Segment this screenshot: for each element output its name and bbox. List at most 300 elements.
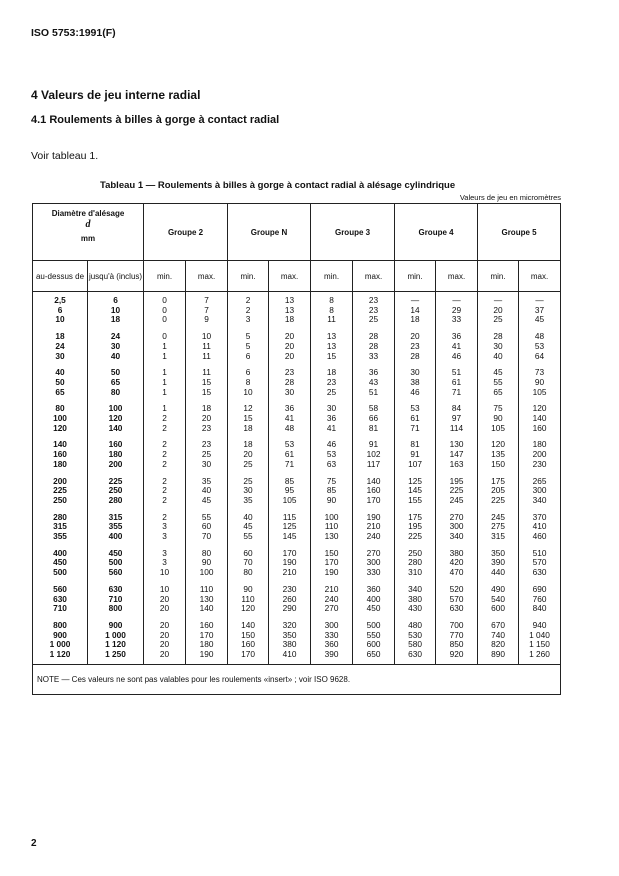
clearance-min-cell: 140: [228, 621, 269, 631]
bore-to-cell: 120: [88, 414, 144, 424]
bore-from-cell: 900: [33, 631, 88, 641]
page-number: 2: [31, 838, 37, 849]
clearance-min-cell: 85: [311, 486, 353, 496]
clearance-max-cell: 630: [519, 568, 561, 585]
clearance-max-cell: 340: [519, 496, 561, 513]
clearance-min-cell: 190: [311, 568, 353, 585]
clearance-max-cell: 520: [436, 585, 478, 595]
clearance-max-cell: 41: [436, 342, 478, 352]
clearance-min-cell: 107: [395, 460, 436, 477]
clearance-min-cell: 6: [228, 352, 269, 369]
clearance-min-cell: 28: [395, 352, 436, 369]
clearance-max-cell: 410: [269, 650, 311, 664]
bore-from-cell: 1 000: [33, 640, 88, 650]
clearance-max-cell: 195: [436, 477, 478, 487]
clearance-max-cell: 300: [519, 486, 561, 496]
bore-to-cell: 710: [88, 595, 144, 605]
clearance-min-cell: 75: [478, 404, 519, 414]
bore-to-cell: 250: [88, 486, 144, 496]
clearance-min-cell: 46: [395, 388, 436, 405]
bore-to-cell: 800: [88, 604, 144, 621]
clearance-min-cell: 250: [395, 549, 436, 559]
diameter-symbol: d: [85, 219, 91, 230]
clearance-max-cell: 37: [519, 306, 561, 316]
clearance-max-cell: 570: [436, 595, 478, 605]
clearance-min-cell: 20: [144, 640, 186, 650]
clearance-max-cell: 20: [269, 342, 311, 352]
clearance-min-cell: 135: [478, 450, 519, 460]
clearance-max-cell: 28: [269, 378, 311, 388]
clearance-min-cell: 30: [228, 486, 269, 496]
bore-to-cell: 140: [88, 424, 144, 441]
clearance-min-cell: 61: [395, 414, 436, 424]
bore-from-cell: 120: [33, 424, 88, 441]
clearance-min-cell: 0: [144, 296, 186, 306]
clearance-max-cell: 550: [353, 631, 395, 641]
clearance-max-cell: 11: [186, 352, 228, 369]
clearance-max-cell: 270: [436, 513, 478, 523]
clearance-max-cell: 510: [519, 549, 561, 559]
clearance-max-cell: 350: [269, 631, 311, 641]
bore-from-cell: 450: [33, 558, 88, 568]
clearance-max-cell: 160: [186, 621, 228, 631]
clearance-min-cell: 3: [144, 522, 186, 532]
clearance-min-cell: 1: [144, 388, 186, 405]
clearance-min-cell: 2: [228, 296, 269, 306]
bore-to-cell: 65: [88, 378, 144, 388]
clearance-max-cell: 53: [269, 440, 311, 450]
bore-to-cell: 18: [88, 315, 144, 332]
clearance-max-cell: 110: [186, 585, 228, 595]
clearance-min-cell: 390: [478, 558, 519, 568]
clearance-min-cell: 20: [228, 450, 269, 460]
clearance-min-cell: 0: [144, 332, 186, 342]
clearance-max-cell: 45: [519, 315, 561, 332]
clearance-max-cell: 125: [269, 522, 311, 532]
clearance-min-cell: 360: [311, 640, 353, 650]
clearance-max-cell: 35: [186, 477, 228, 487]
clearance-max-cell: 81: [353, 424, 395, 441]
clearance-max-cell: 66: [353, 414, 395, 424]
clearance-max-cell: 230: [519, 460, 561, 477]
clearance-min-cell: 170: [228, 650, 269, 664]
bore-from-cell: 355: [33, 532, 88, 549]
clearance-max-cell: 180: [186, 640, 228, 650]
bore-from-cell: 280: [33, 513, 88, 523]
group-header: Groupe 4: [395, 204, 478, 261]
bore-to-cell: 1 000: [88, 631, 144, 641]
clearance-min-cell: 15: [228, 414, 269, 424]
clearance-min-cell: 740: [478, 631, 519, 641]
clearance-min-cell: 20: [144, 621, 186, 631]
clearance-max-cell: 28: [353, 332, 395, 342]
clearance-max-cell: 91: [353, 440, 395, 450]
clearance-max-cell: 1 040: [519, 631, 561, 641]
clearance-max-cell: 60: [186, 522, 228, 532]
clearance-max-cell: 25: [353, 315, 395, 332]
clearance-min-cell: 53: [311, 450, 353, 460]
clearance-min-cell: 90: [311, 496, 353, 513]
clearance-max-cell: 225: [436, 486, 478, 496]
clearance-min-cell: 315: [478, 532, 519, 549]
clearance-min-cell: 240: [311, 595, 353, 605]
clearance-max-cell: 105: [519, 388, 561, 405]
clearance-min-cell: 2: [144, 424, 186, 441]
bore-from-cell: 24: [33, 342, 88, 352]
bore-from-cell: 50: [33, 378, 88, 388]
table-row: [33, 424, 561, 441]
bore-to-cell: 1 120: [88, 640, 144, 650]
clearance-min-cell: 245: [478, 513, 519, 523]
clearance-max-cell: 90: [519, 378, 561, 388]
clearance-min-cell: 1: [144, 352, 186, 369]
clearance-min-cell: 11: [311, 315, 353, 332]
clearance-min-cell: 280: [395, 558, 436, 568]
clearance-min-cell: 390: [311, 650, 353, 664]
clearance-min-cell: 105: [478, 424, 519, 441]
clearance-min-cell: 175: [478, 477, 519, 487]
clearance-max-cell: 55: [186, 513, 228, 523]
clearance-max-cell: 9: [186, 315, 228, 332]
bore-to-cell: 30: [88, 342, 144, 352]
clearance-min-cell: 2: [144, 513, 186, 523]
clearance-max-cell: 470: [436, 568, 478, 585]
clearance-max-cell: 840: [519, 604, 561, 621]
clearance-max-cell: 23: [353, 296, 395, 306]
clearance-min-cell: 25: [311, 388, 353, 405]
clearance-min-cell: 2: [144, 414, 186, 424]
clearance-max-cell: 20: [269, 352, 311, 369]
clearance-min-cell: 6: [228, 368, 269, 378]
clearance-min-cell: 20: [144, 604, 186, 621]
clearance-min-cell: 8: [311, 306, 353, 316]
clearance-min-cell: 120: [228, 604, 269, 621]
bore-to-cell: 24: [88, 332, 144, 342]
clearance-min-cell: 175: [395, 513, 436, 523]
clearance-min-cell: 145: [395, 486, 436, 496]
clearance-min-cell: 25: [478, 315, 519, 332]
clearance-min-cell: 8: [311, 296, 353, 306]
bore-from-cell: 800: [33, 621, 88, 631]
clearance-max-cell: 360: [353, 585, 395, 595]
subsection-title: 4.1 Roulements à billes à gorge à contact radial: [31, 114, 280, 126]
clearance-min-cell: 125: [395, 477, 436, 487]
clearance-max-cell: 23: [186, 424, 228, 441]
clearance-max-cell: 40: [186, 486, 228, 496]
clearance-min-cell: 1: [144, 378, 186, 388]
bore-from-cell: 1 120: [33, 650, 88, 664]
bore-to-cell: 355: [88, 522, 144, 532]
bore-from-cell: 630: [33, 595, 88, 605]
clearance-min-cell: —: [395, 296, 436, 306]
clearance-min-cell: 110: [311, 522, 353, 532]
clearance-min-cell: 90: [478, 414, 519, 424]
clearance-max-cell: 100: [186, 568, 228, 585]
min-header: min.: [311, 261, 353, 292]
clearance-max-cell: 51: [353, 388, 395, 405]
clearance-min-cell: 38: [395, 378, 436, 388]
clearance-min-cell: 91: [395, 450, 436, 460]
clearance-min-cell: 205: [478, 486, 519, 496]
clearance-min-cell: 45: [478, 368, 519, 378]
clearance-min-cell: 63: [311, 460, 353, 477]
clearance-min-cell: 36: [311, 414, 353, 424]
clearance-max-cell: 20: [269, 332, 311, 342]
bore-from-cell: 160: [33, 450, 88, 460]
clearance-max-cell: 190: [186, 650, 228, 664]
clearance-min-cell: 25: [228, 477, 269, 487]
clearance-max-cell: 450: [353, 604, 395, 621]
diameter-unit: mm: [80, 234, 96, 243]
clearance-max-cell: 190: [353, 513, 395, 523]
bore-to-cell: 50: [88, 368, 144, 378]
clearance-max-cell: 85: [269, 477, 311, 487]
bore-to-cell: 560: [88, 568, 144, 585]
clearance-min-cell: 130: [311, 532, 353, 549]
clearance-max-cell: 410: [519, 522, 561, 532]
clearance-min-cell: 55: [228, 532, 269, 549]
clearance-min-cell: 80: [228, 568, 269, 585]
bore-to-cell: 200: [88, 460, 144, 477]
clearance-min-cell: 5: [228, 342, 269, 352]
clearance-max-cell: 460: [519, 532, 561, 549]
clearance-max-cell: 33: [436, 315, 478, 332]
clearance-min-cell: 65: [478, 388, 519, 405]
table-row: [33, 460, 561, 477]
clearance-max-cell: 570: [519, 558, 561, 568]
clearance-max-cell: 11: [186, 342, 228, 352]
clearance-max-cell: 1 150: [519, 640, 561, 650]
clearance-max-cell: 61: [436, 378, 478, 388]
bore-from-cell: 500: [33, 568, 88, 585]
bore-to-cell: 500: [88, 558, 144, 568]
clearance-min-cell: 1: [144, 342, 186, 352]
clearance-max-cell: 73: [519, 368, 561, 378]
clearance-max-cell: 1 260: [519, 650, 561, 664]
clearance-min-cell: 120: [478, 440, 519, 450]
bore-from-cell: 250: [33, 496, 88, 513]
clearance-max-cell: 25: [186, 450, 228, 460]
clearance-min-cell: 530: [395, 631, 436, 641]
clearance-min-cell: 71: [395, 424, 436, 441]
clearance-min-cell: 820: [478, 640, 519, 650]
clearance-max-cell: 200: [519, 450, 561, 460]
clearance-max-cell: 190: [269, 558, 311, 568]
clearance-min-cell: 40: [478, 352, 519, 369]
clearance-min-cell: 160: [228, 640, 269, 650]
clearance-max-cell: 760: [519, 595, 561, 605]
bore-to-cell: 40: [88, 352, 144, 369]
clearance-min-cell: 0: [144, 315, 186, 332]
clearance-max-cell: 36: [269, 404, 311, 414]
clearance-min-cell: 20: [144, 631, 186, 641]
bore-to-cell: 100: [88, 404, 144, 414]
clearance-min-cell: 8: [228, 378, 269, 388]
clearance-min-cell: 1: [144, 368, 186, 378]
bore-from-cell: 2,5: [33, 296, 88, 306]
clearance-max-cell: 245: [436, 496, 478, 513]
min-header: min.: [144, 261, 186, 292]
table-row: [33, 650, 561, 664]
bore-to-cell: 225: [88, 477, 144, 487]
clearance-min-cell: 540: [478, 595, 519, 605]
clearance-max-cell: 23: [353, 306, 395, 316]
max-header: max.: [269, 261, 311, 292]
clearance-max-cell: 690: [519, 585, 561, 595]
clearance-max-cell: 160: [519, 424, 561, 441]
clearance-max-cell: 23: [186, 440, 228, 450]
document-header: ISO 5753:1991(F): [31, 27, 116, 39]
clearance-min-cell: 18: [228, 424, 269, 441]
group-header: Groupe N: [228, 204, 311, 261]
clearance-max-cell: 340: [436, 532, 478, 549]
bore-to-cell: 900: [88, 621, 144, 631]
clearance-min-cell: 41: [311, 424, 353, 441]
clearance-max-cell: 115: [269, 513, 311, 523]
table-note: NOTE — Ces valeurs ne sont pas valables pour les roulements «insert» ; voir ISO 9628.: [33, 664, 561, 694]
clearance-max-cell: 320: [269, 621, 311, 631]
clearance-max-cell: 210: [269, 568, 311, 585]
clearance-max-cell: 46: [436, 352, 478, 369]
clearance-min-cell: 580: [395, 640, 436, 650]
bore-from-cell: 80: [33, 404, 88, 414]
clearance-min-cell: 18: [311, 368, 353, 378]
bore-from-cell: 18: [33, 332, 88, 342]
clearance-max-cell: 380: [436, 549, 478, 559]
table-unit-note: Valeurs de jeu en micromètres: [459, 193, 561, 202]
diameter-label: Diamètre d'alésage: [51, 209, 125, 218]
group-header: Groupe 5: [478, 204, 561, 261]
clearance-max-cell: 130: [436, 440, 478, 450]
clearance-min-cell: 75: [311, 477, 353, 487]
clearance-max-cell: 51: [436, 368, 478, 378]
clearance-max-cell: 240: [353, 532, 395, 549]
clearance-max-cell: 84: [436, 404, 478, 414]
clearance-max-cell: 420: [436, 558, 478, 568]
clearance-max-cell: 71: [269, 460, 311, 477]
clearance-min-cell: 430: [395, 604, 436, 621]
clearance-max-cell: 117: [353, 460, 395, 477]
clearance-max-cell: 90: [186, 558, 228, 568]
clearance-max-cell: 210: [353, 522, 395, 532]
bore-to-cell: 160: [88, 440, 144, 450]
clearance-min-cell: 380: [395, 595, 436, 605]
from-header: au-dessus de: [33, 261, 88, 292]
clearance-max-cell: 29: [436, 306, 478, 316]
clearance-min-cell: 30: [478, 342, 519, 352]
clearance-max-cell: 23: [269, 368, 311, 378]
clearance-max-cell: 95: [269, 486, 311, 496]
bore-to-cell: 400: [88, 532, 144, 549]
clearance-min-cell: 150: [478, 460, 519, 477]
clearance-max-cell: 15: [186, 378, 228, 388]
clearance-min-cell: 890: [478, 650, 519, 664]
bore-from-cell: 100: [33, 414, 88, 424]
clearance-max-cell: 770: [436, 631, 478, 641]
bore-from-cell: 65: [33, 388, 88, 405]
clearance-max-cell: 170: [353, 496, 395, 513]
clearance-min-cell: 195: [395, 522, 436, 532]
clearance-max-cell: 230: [269, 585, 311, 595]
clearance-min-cell: 275: [478, 522, 519, 532]
clearance-max-cell: 10: [186, 332, 228, 342]
clearance-min-cell: 90: [228, 585, 269, 595]
clearance-min-cell: 46: [311, 440, 353, 450]
clearance-max-cell: 7: [186, 296, 228, 306]
clearance-min-cell: 70: [228, 558, 269, 568]
clearance-min-cell: 100: [311, 513, 353, 523]
clearance-max-cell: 140: [353, 477, 395, 487]
clearance-max-cell: 43: [353, 378, 395, 388]
clearance-max-cell: 940: [519, 621, 561, 631]
clearance-max-cell: 147: [436, 450, 478, 460]
clearance-max-cell: 300: [436, 522, 478, 532]
clearance-min-cell: 300: [311, 621, 353, 631]
max-header: max.: [519, 261, 561, 292]
clearance-min-cell: 30: [311, 404, 353, 414]
table-caption: Tableau 1 — Roulements à billes à gorge à contact radial à alésage cylindrique: [100, 180, 456, 191]
clearance-min-cell: 2: [144, 440, 186, 450]
clearance-min-cell: 23: [311, 378, 353, 388]
clearance-max-cell: 105: [269, 496, 311, 513]
clearance-min-cell: 13: [311, 332, 353, 342]
bore-from-cell: 6: [33, 306, 88, 316]
clearance-max-cell: 130: [186, 595, 228, 605]
to-header: jusqu'à (inclus): [88, 261, 144, 292]
clearance-min-cell: 10: [144, 568, 186, 585]
clearance-min-cell: 23: [395, 342, 436, 352]
clearance-max-cell: 20: [186, 414, 228, 424]
clearance-min-cell: 2: [144, 486, 186, 496]
bore-from-cell: 315: [33, 522, 88, 532]
clearance-min-cell: 3: [144, 549, 186, 559]
clearance-max-cell: 170: [186, 631, 228, 641]
clearance-max-cell: 160: [353, 486, 395, 496]
clearance-min-cell: 30: [395, 368, 436, 378]
clearance-min-cell: 10: [144, 585, 186, 595]
clearance-max-cell: 330: [353, 568, 395, 585]
clearance-max-cell: 45: [186, 496, 228, 513]
body-paragraph: Voir tableau 1.: [31, 150, 99, 162]
clearance-min-cell: 270: [311, 604, 353, 621]
clearance-max-cell: 163: [436, 460, 478, 477]
clearance-min-cell: 3: [144, 558, 186, 568]
clearance-max-cell: 920: [436, 650, 478, 664]
clearance-min-cell: 20: [144, 650, 186, 664]
clearance-min-cell: 225: [478, 496, 519, 513]
clearance-max-cell: 18: [269, 315, 311, 332]
clearance-max-cell: —: [519, 296, 561, 306]
clearance-min-cell: 1: [144, 404, 186, 414]
clearance-min-cell: 60: [228, 549, 269, 559]
bore-from-cell: 200: [33, 477, 88, 487]
clearance-min-cell: 600: [478, 604, 519, 621]
max-header: max.: [186, 261, 228, 292]
clearance-max-cell: 71: [436, 388, 478, 405]
clearance-min-cell: 2: [144, 496, 186, 513]
table-row: [33, 604, 561, 621]
clearance-max-cell: 850: [436, 640, 478, 650]
clearance-min-cell: 210: [311, 585, 353, 595]
clearance-min-cell: 350: [478, 549, 519, 559]
clearance-max-cell: 70: [186, 532, 228, 549]
table-row: [33, 315, 561, 332]
clearance-min-cell: 225: [395, 532, 436, 549]
clearance-max-cell: 290: [269, 604, 311, 621]
clearance-max-cell: 7: [186, 306, 228, 316]
clearance-max-cell: 58: [353, 404, 395, 414]
clearance-max-cell: 270: [353, 549, 395, 559]
